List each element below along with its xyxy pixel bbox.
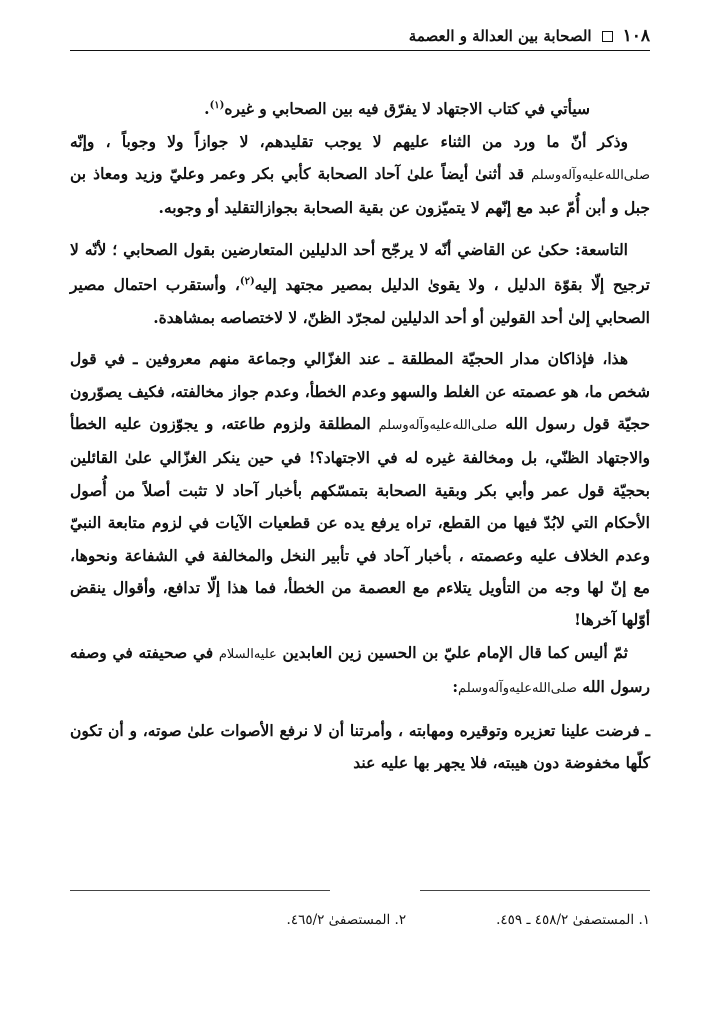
header-rule [70, 50, 650, 51]
paragraph-text: ، وأستقرب احتمال مصير الصحابي إلىٰ أحد القولين أو أحد الدليلين لمجرّد الظنّ، لا لاختصاصه بمشاهدة. [70, 275, 650, 327]
footnote-2: ٢. المستصفىٰ ٤٦٥/٢. [286, 912, 407, 928]
honorific-ligature: صلی‌الله‌علیه‌وآله‌وسلم [378, 417, 498, 433]
paragraph-text: التاسعة: حكىٰ عن القاضي أنّه لا يرجّح أحد الدليلين المتعارضين بقول الصحابي ؛ لأنّه لا ترجيح إلّا بقوّة الدليل ، ولا يقوىٰ الدليل بمصير مجتهد إليه [70, 239, 650, 295]
footnote-separator [70, 890, 330, 891]
paragraph-3 [70, 234, 650, 334]
page-number: ١٠٨ [622, 26, 650, 46]
footnote-separator [420, 890, 650, 891]
paragraph-text: وذكر أنّ ما ورد من الثناء عليهم لا يوجب تقليدهم، لا جوازاً ولا وجوباً ، وإنّه [70, 131, 628, 151]
paragraph-text: ـ فرضت علينا تعزيره وتوقيره ومهابته ، وأمرتنا أن لا نرفع الأصوات علىٰ صوته، و أن تكون كلّها مخفوضة دون هيبته، فلا يجهر بها عليه عند [70, 720, 650, 773]
running-title: الصحابة بين العدالة و العصمة [408, 27, 592, 45]
paragraph-5 [70, 637, 650, 706]
footnote-1: ١. المستصفىٰ ٤٥٨/٢ ـ ٤٥٩. [496, 912, 650, 928]
paragraph-text: في صحيفته في وصفه رسول الله [70, 642, 650, 697]
paragraph-4 [70, 343, 650, 637]
body-text [70, 90, 650, 779]
paragraph-text: قد أثنىٰ أيضاً علىٰ آحاد الصحابة كأبي بكر وعمر وعليّ وزيد ومعاذ بن جبل و أبن أُمّ عبد مع إنّهم لا يتميّزون عن بقية الصحابة بجوازالتقليد أو وجوبه. [70, 163, 650, 218]
paragraph-1 [70, 90, 650, 126]
paragraph-text: ثمّ أليس كما قال الإمام عليّ بن الحسين زين العابدين [282, 642, 628, 662]
honorific-ligature: علیه‌السلام [218, 646, 277, 662]
paragraph-6-quote [70, 715, 650, 780]
header-ornament-box [602, 31, 613, 42]
honorific-ligature: صلی‌الله‌علیه‌وآله‌وسلم [531, 167, 650, 183]
footnote-ref-2: (٢) [239, 276, 255, 288]
paragraph-text: . [204, 99, 210, 119]
paragraph-text: سيأتي في كتاب الاجتهاد لا يفرّق فيه بين الصحابي و غيره [224, 99, 590, 119]
paragraph-text: هذا، فإذاكان مدار الحجيّة المطلقة ـ عند الغزّالي وجماعة منهم معروفين ـ في قول شخص ما، هو عصمته عن الغلط والسهو وعدم الخطأ، وعدم جواز مخالفته، فكيف يصوّرون حجيّة قول رسول الله [70, 349, 650, 433]
running-head [70, 22, 650, 50]
footnotes [70, 912, 650, 928]
paragraph-2 [70, 126, 650, 225]
honorific-ligature: صلی‌الله‌علیه‌وآله‌وسلم [458, 681, 577, 697]
paragraph-text: : [452, 677, 459, 697]
footnote-ref-1: (١) [209, 100, 225, 111]
paragraph-text: المطلقة ولزوم طاعته، و يجوّزون عليه الخطأ والاجتهاد الظنّي، بل ومخالفة غيره له في الاجتهاد؟! في حين ينكر الغزّالي علىٰ القائلين بحجيّة قول عمر وأبي بكر وبقية الصحابة بتمسّكهم بأخبار آحاد لا تثبت أصلاً من أُصول الأحكام التي لابُدّ فيها من القطع، تراه يرفع يده عن قطعيات الآيات في لزوم متابعة النبيّ وعدم الخلاف عليه وعصمته ، بأخبار آحاد في تأبير النخل والمخالفة في الشفاعة ونحوها، مع إنّ لها وجه من التأويل يتلاءم مع العصمة من الخطأ، فما هذا إلّا تدافع، وأقوال ينقض أوّلها آخرها! [70, 413, 650, 630]
